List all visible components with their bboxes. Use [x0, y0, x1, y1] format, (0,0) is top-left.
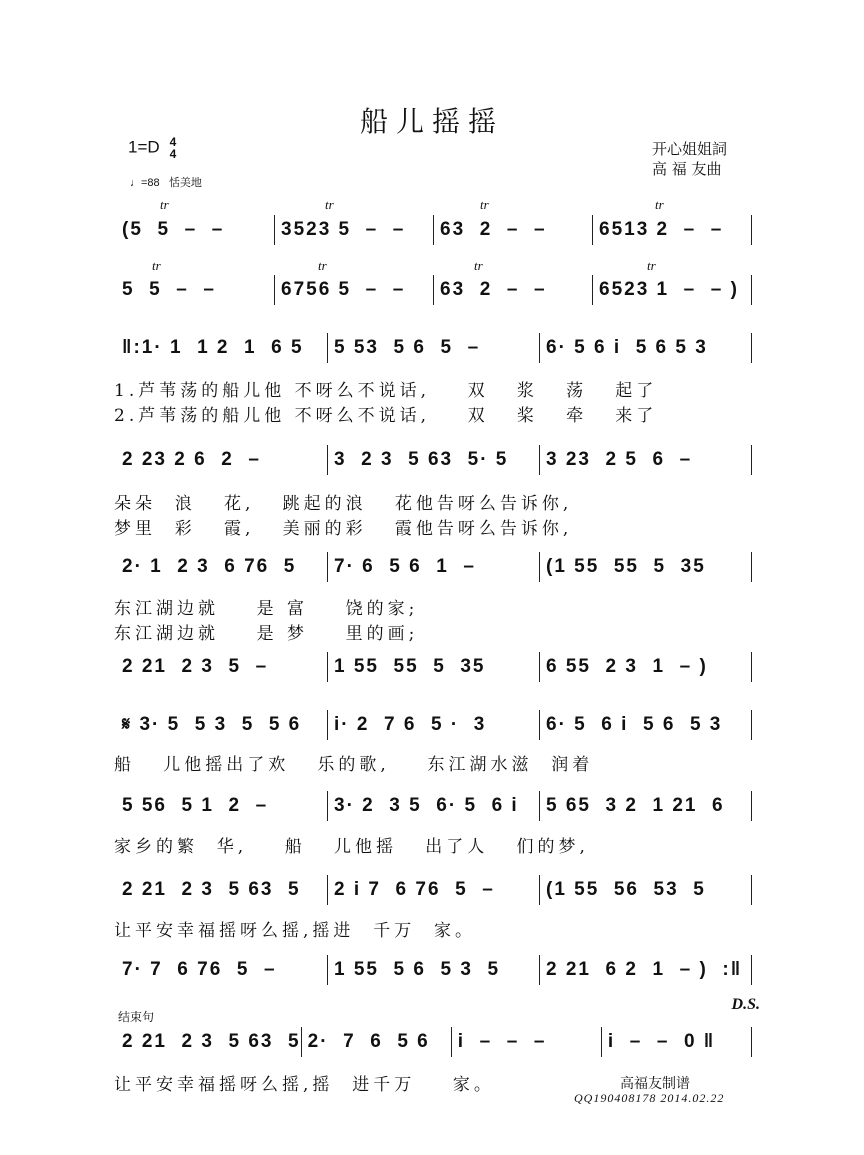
- time-signature: [170, 136, 177, 160]
- ending-label: 结束句: [118, 1010, 155, 1024]
- measure: (1 55 55 5 35: [540, 552, 752, 582]
- lyric-line: 让平安幸福摇呀么摇,摇进 千万 家。: [114, 921, 477, 941]
- measure: 6· 5 6 i 5 6 5 3: [540, 710, 752, 740]
- trill-mark: tr: [152, 258, 161, 273]
- staff-line: [116, 791, 752, 821]
- measure: 5 5 – –: [116, 275, 275, 305]
- time-bottom: 4: [169, 147, 177, 161]
- measure: 5 65 3 2 1 21 6: [540, 791, 752, 821]
- lyricist: 开心姐姐詞: [652, 140, 728, 158]
- staff-line: [116, 445, 752, 475]
- staff-line: [116, 652, 752, 682]
- lyric-line: 朵朵 浪 花, 跳起的浪 花他告呀么告诉你,: [114, 494, 573, 514]
- staff-line: [116, 215, 752, 245]
- measure: 63 2 – –: [434, 215, 593, 245]
- staff-line: [116, 710, 752, 740]
- staff-line: [116, 333, 752, 363]
- lyric-line: 2.芦苇荡的船儿他 不呀么不说话, 双 桨 牵 来了: [114, 406, 658, 426]
- trill-mark: tr: [647, 258, 656, 273]
- staff-line: [116, 275, 752, 305]
- measure: 6756 5 – –: [275, 275, 434, 305]
- trill-mark: tr: [474, 258, 483, 273]
- measure: 𝄋 3· 5 5 3 5 5 6: [116, 710, 328, 740]
- measure: 6523 1 – – ): [593, 275, 752, 305]
- measure: 6· 5 6 i 5 6 5 3: [540, 333, 752, 363]
- lyric-line: 1.芦苇荡的船儿他 不呀么不说话, 双 浆 荡 起了: [114, 381, 658, 401]
- time-top: 4: [169, 135, 177, 149]
- key: 1=D: [128, 137, 160, 157]
- measure: 2· 7 6 5 6: [302, 1027, 452, 1057]
- measure: 2 i 7 6 76 5 –: [328, 875, 540, 905]
- arranger: 高福友制谱: [620, 1076, 690, 1092]
- measure: 63 2 – –: [434, 275, 593, 305]
- measure: 3· 2 3 5 6· 5 6 i: [328, 791, 540, 821]
- staff-line: [116, 552, 752, 582]
- measure: 2· 1 2 3 6 76 5: [116, 552, 328, 582]
- measure: i – – –: [452, 1027, 602, 1057]
- measure: 5 56 5 1 2 –: [116, 791, 328, 821]
- ending-staff: [116, 1027, 752, 1057]
- lyric-line: 船 儿他摇出了欢 乐的歌, 东江湖水滋 润着: [114, 755, 594, 775]
- measure: 2 21 6 2 1 – ) :‖: [540, 955, 752, 985]
- measure: 6513 2 – –: [593, 215, 752, 245]
- lyric-line: 东江湖边就 是 梦 里的画;: [114, 624, 419, 644]
- ending-lyrics: 让平安幸福摇呀么摇,摇 进千万 家。: [114, 1075, 495, 1095]
- tempo-marking: [130, 174, 202, 190]
- measure: i – – 0 ‖: [602, 1027, 752, 1057]
- measure: 3 23 2 5 6 –: [540, 445, 752, 475]
- measure: 7· 7 6 76 5 –: [116, 955, 328, 985]
- trill-mark: tr: [325, 197, 334, 212]
- staff-line: [116, 875, 752, 905]
- measure: 1 55 55 5 35: [328, 652, 540, 682]
- dal-segno: D.S.: [731, 996, 760, 1013]
- trill-mark: tr: [655, 197, 664, 212]
- composer: 高 福 友曲: [652, 160, 722, 178]
- song-title: 船儿摇摇: [359, 105, 504, 138]
- staff-line: [116, 955, 752, 985]
- measure: 2 21 2 3 5 63 5: [116, 1027, 302, 1057]
- lyric-line: 梦里 彩 霞, 美丽的彩 霞他告呀么告诉你,: [114, 519, 573, 539]
- expression: 恬美地: [168, 177, 202, 189]
- measure: 1 55 5 6 5 3 5: [328, 955, 540, 985]
- key-signature: [128, 136, 176, 160]
- lyric-line: 家乡的繁 华, 船 儿他摇 出了人 们的梦,: [114, 837, 589, 857]
- measure: 2 21 2 3 5 63 5: [116, 875, 328, 905]
- measure: 7· 6 5 6 1 –: [328, 552, 540, 582]
- lyric-line: 东江湖边就 是 富 饶的家;: [114, 599, 419, 619]
- measure: 6 55 2 3 1 – ): [540, 652, 752, 682]
- measure: 3 2 3 5 63 5· 5: [328, 445, 540, 475]
- tempo: ♩=88: [130, 177, 160, 189]
- measure: 5 53 5 6 5 –: [328, 333, 540, 363]
- measure: i· 2 7 6 5 · 3: [328, 710, 540, 740]
- measure: 2 21 2 3 5 –: [116, 652, 328, 682]
- trill-mark: tr: [318, 258, 327, 273]
- measure: (1 55 56 53 5: [540, 875, 752, 905]
- measure: 2 23 2 6 2 –: [116, 445, 328, 475]
- trill-mark: tr: [480, 197, 489, 212]
- measure: (5 5 – –: [116, 215, 275, 245]
- trill-mark: tr: [160, 197, 169, 212]
- measure: 3523 5 – –: [275, 215, 434, 245]
- contact-date: QQ190408178 2014.02.22: [574, 1091, 725, 1105]
- measure: ‖:1· 1 1 2 1 6 5: [116, 333, 328, 363]
